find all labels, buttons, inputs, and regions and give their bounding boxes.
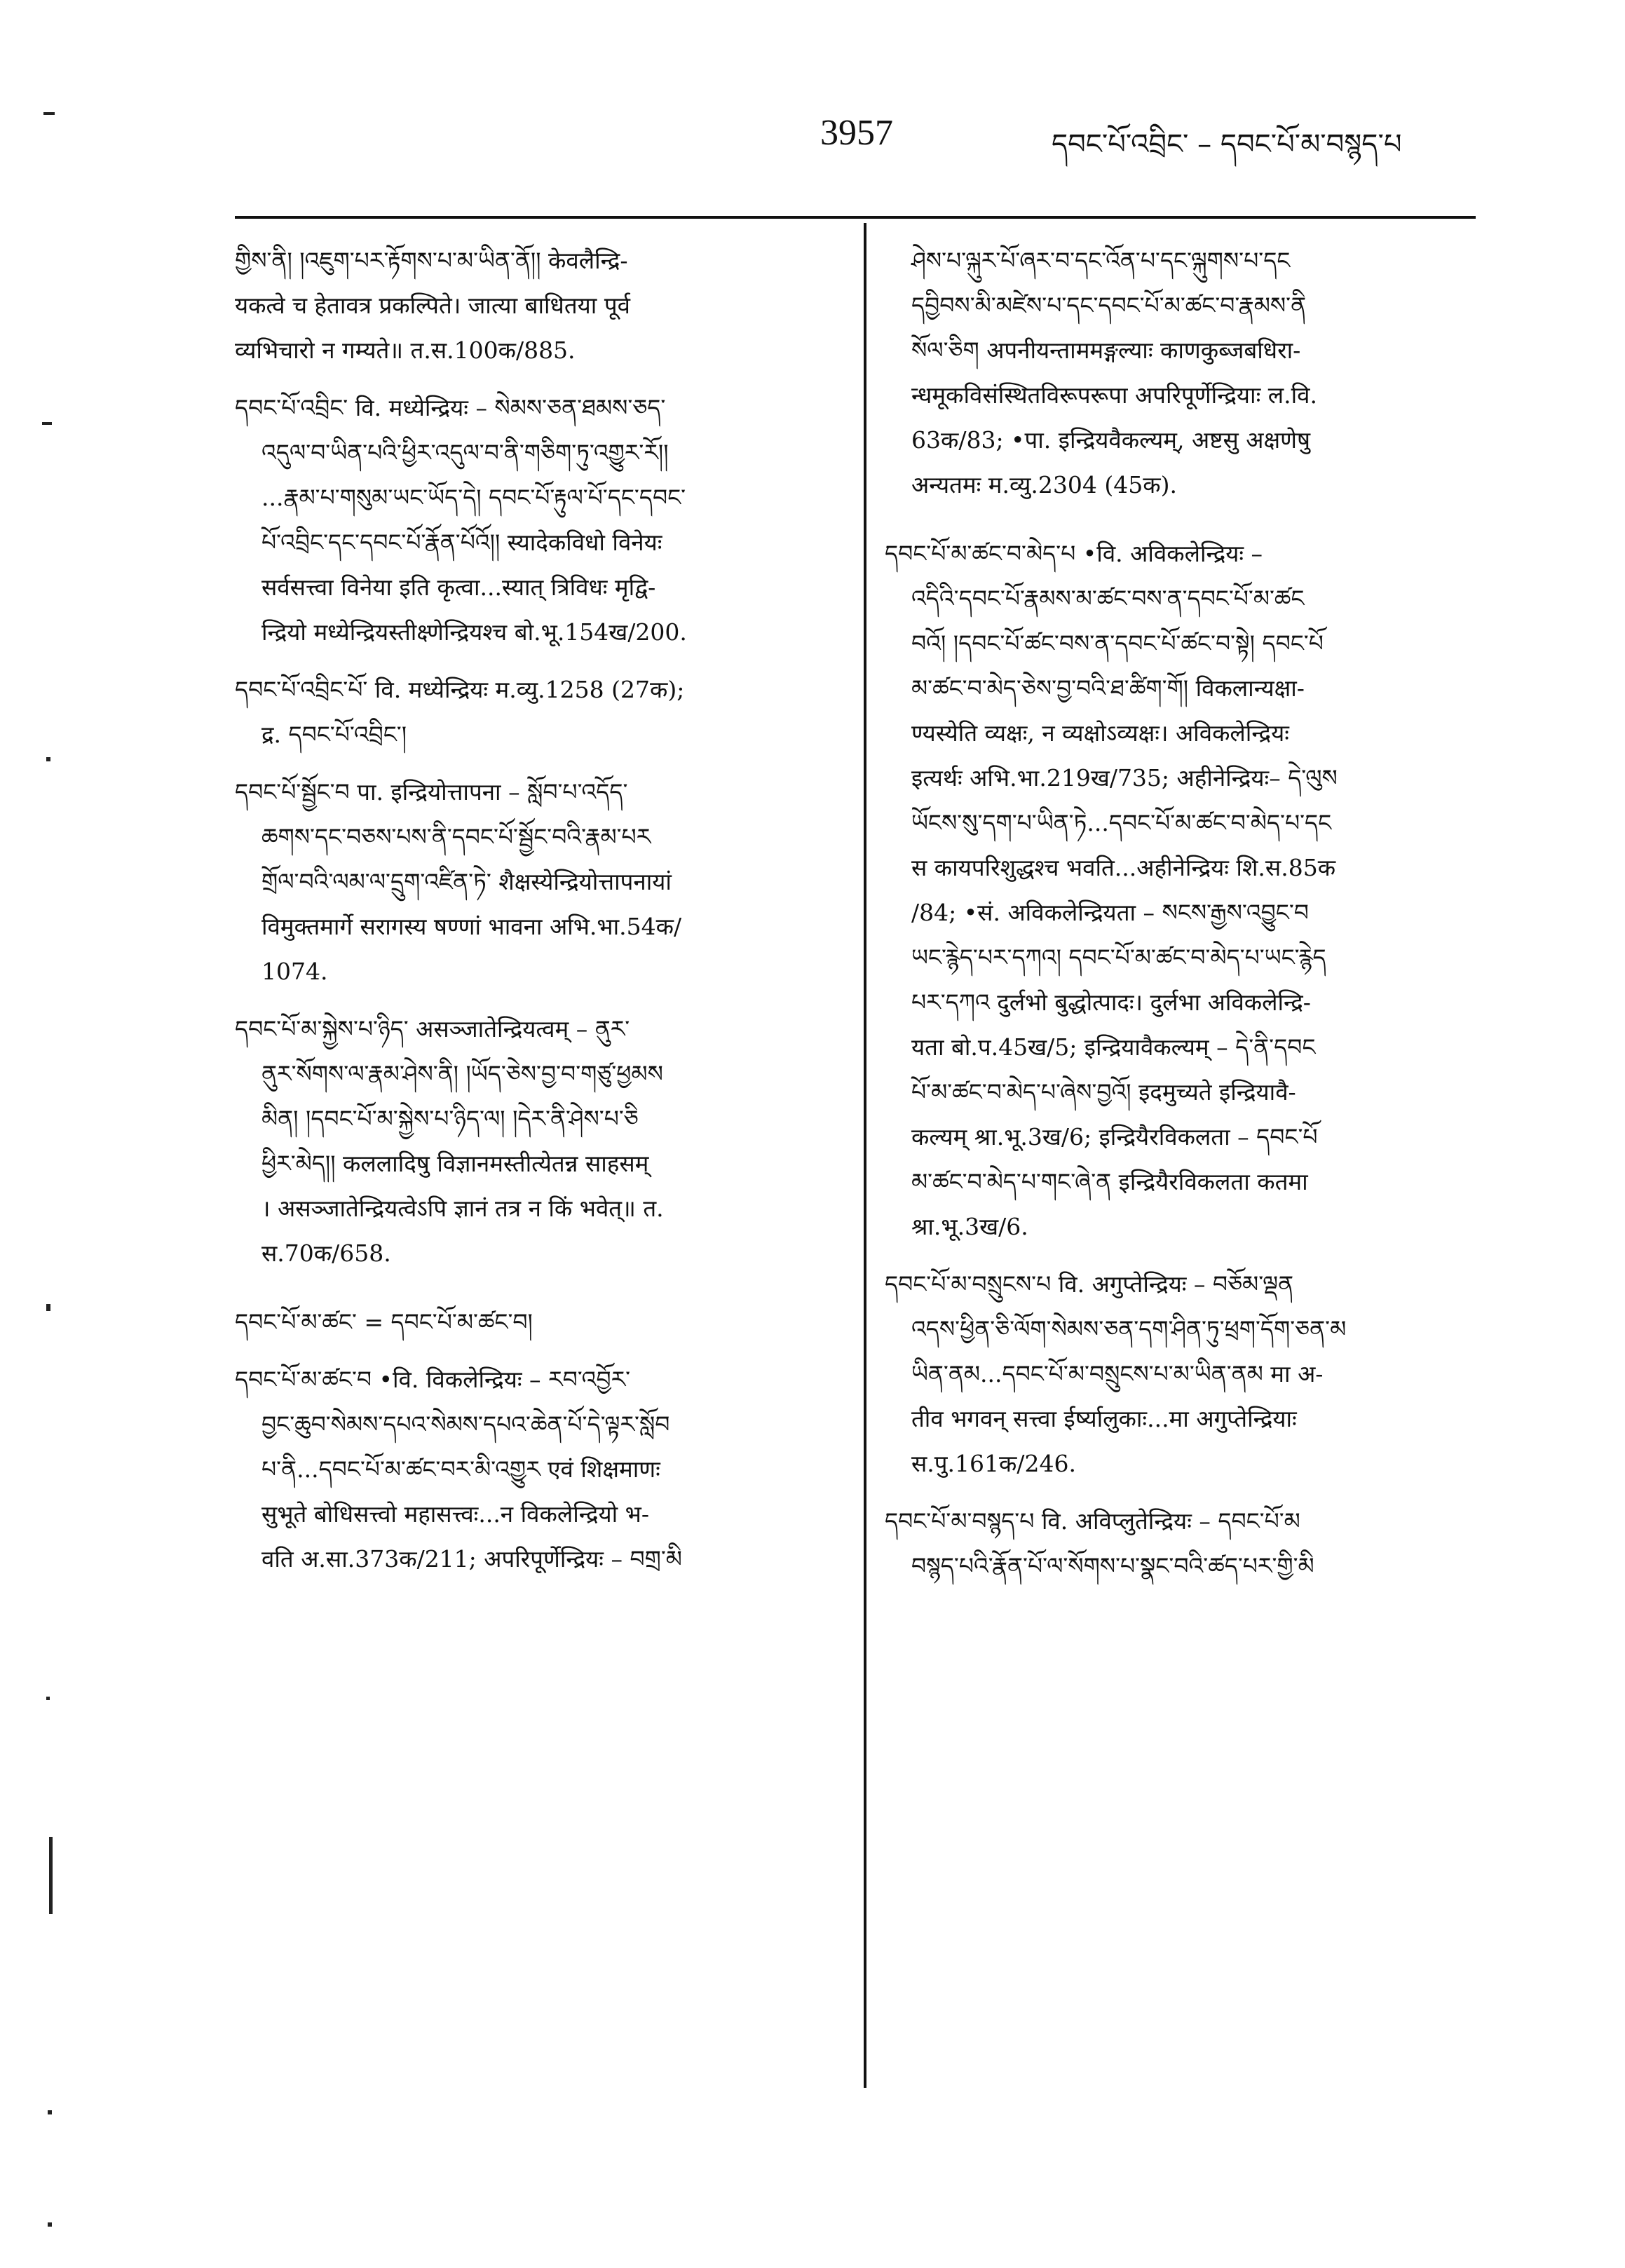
entry-line: པོ་མ་ཚང་བ་མེད་པ་ཞེས་བྱའོ། इदमुच्यते इन्द्रियावै- (911, 1078, 1296, 1106)
scan-mark (42, 422, 52, 425)
entry-line: མིན། །དབང་པོ་མ་སྐྱེས་པ་ཉིད་ལ། །དེར་ནི་ཤེས་པ་ཅི (261, 1105, 639, 1132)
entry-line: 1074. (261, 958, 328, 985)
entry-line: གྲོལ་བའི་ལམ་ལ་དྲུག་འཛིན་ཏེ་ शैक्षस्येन्द्रियोत्तापनायां (261, 868, 672, 895)
entry-headword-line: དབང་པོ་འབྲིང་ वि. मध्येन्द्रियः – སེམས་ཅན་ཐམས་ཅད་ (235, 394, 666, 421)
right-column (885, 238, 1481, 1589)
entry-line: པོ་འབྲིང་དང་དབང་པོ་རྣོན་པོའོ།། स्यादेकविधो विनेयः (261, 529, 662, 556)
entry-line: ཡང་རྙེད་པར་དཀའ། དབང་པོ་མ་ཚང་བ་མེད་པ་ཡང་རྙེད (911, 944, 1326, 971)
entry-gap (885, 1486, 1481, 1499)
entry-line: བསྙད་པའི་རྣོན་པོ་ལ་སོགས་པ་སྣང་བའི་ཚད་པར་གྱི་མི (911, 1552, 1314, 1580)
entry-line: स.पु.161क/246. (911, 1450, 1076, 1477)
entry-line: བྱང་ཆུབ་སེམས་དཔའ་སེམས་དཔའ་ཆེན་པོ་དེ་ལྟར་སློབ (261, 1411, 670, 1438)
entry-line: ཡོངས་སུ་དག་པ་ཡིན་ཏེ...དབང་པོ་མ་ཚང་བ་མེད་པ་དང (911, 809, 1332, 836)
entry-headword-line: དབང་པོ་འབྲིང་པོ་ वि. मध्येन्द्रियः म.व्यु.1258 (27क); (235, 676, 685, 703)
entry-gap (235, 1276, 845, 1300)
entry-line: འདུལ་བ་ཡིན་པའི་ཕྱིར་འདུལ་བ་ནི་གཅིག་ཏུ་འགྱུར་རོ།། (261, 439, 669, 466)
entry-headword-line: དབང་པོ་མ་ཚང་ = དབང་པོ་མ་ཚང་བ། (235, 1308, 533, 1336)
entry-line: सर्वसत्त्वा विनेया इति कृत्वा...स्यात् त्रिविधः मृद्वि- (261, 573, 656, 601)
entry-line: པར་དཀའ दुर्लभो बुद्धोत्पादः। दुर्लभा अविकलेन्द्रि- (911, 989, 1311, 1016)
entry-headword-line: དབང་པོ་མ་སྐྱེས་པ་ཉིད་ असञ्जातेन्द्रियत्वम् – ནུར་ (235, 1015, 630, 1043)
column-divider (864, 223, 866, 2088)
entry-line: द्र. དབང་པོ་འབྲིང་། (261, 721, 407, 748)
header-rule (235, 216, 1476, 219)
entry-headword-line: གྱིས་ནི། །འཇུག་པར་རྟོགས་པ་མ་ཡིན་ནོ།། केवलैन्द्रि- (235, 247, 628, 274)
entry-gap (235, 373, 845, 386)
left-column (235, 238, 845, 1582)
scan-mark (48, 2222, 52, 2227)
entry-headword-line: དབང་པོ་མ་ཚང་བ་མེད་པ •वि. अविकलेन्द्रियः – (885, 540, 1263, 567)
page-number: 3957 (820, 113, 893, 153)
entry-line: कल्यम् श्रा.भू.3ख/6; इन्द्रियैरविकलता – དབང་པོ (911, 1123, 1318, 1150)
entry-line: དབྱིབས་མི་མཛེས་པ་དང་དབང་པོ་མ་ཚང་བ་རྣམས་ནི (911, 292, 1307, 319)
scan-mark (43, 112, 55, 115)
entry-line: 63क/83; •पा. इन्द्रियवैकल्यम्, अष्टसु अक्षणेषु (911, 426, 1311, 454)
entry-line: तीव भगवन् सत्त्वा ईर्ष्यालुकाः...मा अगुप्तेन्द्रियाः (911, 1405, 1297, 1432)
entry-line: མ་ཚང་བ་མེད་པ་གང་ཞེ་ན इन्द्रियैरविकलता कतमा (911, 1168, 1308, 1195)
entry-line: अन्यतमः म.व्यु.2304 (45क). (911, 471, 1177, 498)
entry-gap (235, 757, 845, 770)
running-head: དབང་པོ་འབྲིང་ – དབང་པོ་མ་བསྙད་པ (1052, 128, 1402, 161)
scan-mark (48, 2110, 52, 2114)
entry-line: ण्यस्येति व्यक्षः, न व्यक्षोऽव्यक्षः। अविकलेन्द्रियः (911, 719, 1289, 747)
entry-line: འདིའི་དབང་པོ་རྣམས་མ་ཚང་བས་ན་དབང་པོ་མ་ཚང (911, 585, 1305, 612)
entry-line: वति अ.सा.373क/211; अपरिपूर्णेन्द्रियः – བགྲ་མི (261, 1545, 682, 1573)
entry-line: པ་ནི...དབང་པོ་མ་ཚང་བར་མི་འགྱུར एवं शिक्षमाणः (261, 1455, 660, 1483)
entry-gap (235, 655, 845, 667)
entry-line: सुभूते बोधिसत्त्वो महासत्त्वः...न विकलेन्द्रियो भ- (261, 1500, 650, 1528)
entry-headword-line: དབང་པོ་མ་བསྲུངས་པ वि. अगुप्तेन्द्रियः – བཅོམ་ལྡན (885, 1270, 1294, 1298)
entry-line: ནུར་སོགས་ལ་རྣམ་ཤེས་ནི། །ཡོད་ཅེས་བྱ་བ་གཙུ་ཕྱམས (261, 1060, 663, 1087)
entry-line: ཤེས་པ་ལྐུར་པོ་ཞར་བ་དང་འོན་པ་དང་ལྐུགས་པ་དང (911, 247, 1291, 274)
entry-headword-line: व्यभिचारो न गम्यते॥ त.स.100क/885. (235, 337, 576, 364)
entry-line: । असञ्जातेन्द्रियत्वेऽपि ज्ञानं तत्र न किं भवेत्॥ त. (261, 1195, 664, 1222)
entry-line: སོལ་ཅིག अपनीयन्तामम‌ङ्गल्याः काणकुब्जबधिरा- (911, 337, 1301, 364)
scan-mark (49, 1837, 53, 1914)
entry-line: ཆགས་དང་བཅས་པས་ནི་དབང་པོ་སྦྱོང་བའི་རྣམ་པར (261, 823, 651, 850)
entry-line: /84; •सं. अविकलेन्द्रियता – སངས་རྒྱས་འབྱུང་བ (911, 899, 1309, 926)
entry-headword-line: དབང་པོ་སྦྱོང་བ पा. इन्द्रियोत्तापना – སློབ་པ་འདོད་ (235, 778, 628, 806)
scan-mark (46, 1304, 50, 1311)
scan-mark (46, 757, 50, 761)
entry-line: इत्यर्थः अभि.भा.219ख/735; अहीनेन्द्रियः– དེ་ལུས (911, 764, 1338, 792)
entry-line: མ་ཚང་བ་མེད་ཅེས་བྱ་བའི་ཐ་ཚིག་གོ། विकलान्यक्षा- (911, 674, 1305, 702)
entry-gap (235, 994, 845, 1007)
entry-line: स कायपरिशुद्धश्च भवति...अहीनेन्द्रियः शि.स.85क (911, 854, 1336, 881)
entry-line: ཡིན་ནམ...དབང་པོ་མ་བསྲུངས་པ་མ་ཡིན་ནམ मा अ- (911, 1360, 1324, 1387)
entry-line: न्धमूकविसंस्थितविरूपरूपा अपरिपूर्णेन्द्रियाः ल.वि. (911, 381, 1318, 409)
entry-gap (885, 508, 1481, 531)
entry-line: འདས་ཕྱིན་ཅི་ལོག་སེམས་ཅན་དག་ཤིན་ཏུ་ཕྲག་དོག་ཅན་མ (911, 1315, 1347, 1343)
entry-line: श्रा.भू.3ख/6. (911, 1213, 1028, 1240)
entry-gap (235, 1345, 845, 1357)
entry-line: विमुक्तमार्गे सरागस्य षण्णां भावना अभि.भा.54क/ (261, 913, 682, 940)
entry-line: ...རྣམ་པ་གསུམ་ཡང་ཡོད་དེ། དབང་པོ་རྟུལ་པོ་དང་དབང་ (261, 484, 686, 511)
entry-line: स.70क/658. (261, 1240, 391, 1267)
entry-line: यता बो.प.45ख/5; इन्द्रियावैकल्यम् – དེ་ནི་དབང (911, 1033, 1316, 1061)
scan-mark (46, 1697, 50, 1700)
entry-line: ཕྱིར་མེད།། कललादिषु विज्ञानमस्तीत्येतन्न साहसम् (261, 1150, 649, 1177)
entry-line: བའོ། །དབང་པོ་ཚང་བས་ན་དབང་པོ་ཚང་བ་སྟེ། དབང་པོ (911, 630, 1324, 657)
entry-headword-line: यकत्वे च हेतावत्र प्रकल्पिते। जात्या बाधितया पूर्व (235, 292, 630, 319)
entry-headword-line: དབང་པོ་མ་བསྙད་པ वि. अविप्लुतेन्द्रियः – དབང་པོ་མ (885, 1507, 1300, 1535)
entry-gap (885, 1249, 1481, 1262)
entry-line: न्द्रियो मध्येन्द्रियस्तीक्ष्णेन्द्रियश्च बो.भू.154ख/200. (261, 618, 687, 646)
entry-headword-line: དབང་པོ་མ་ཚང་བ •वि. विकलेन्द्रियः – རབ་འབྱོར་ (235, 1366, 631, 1393)
